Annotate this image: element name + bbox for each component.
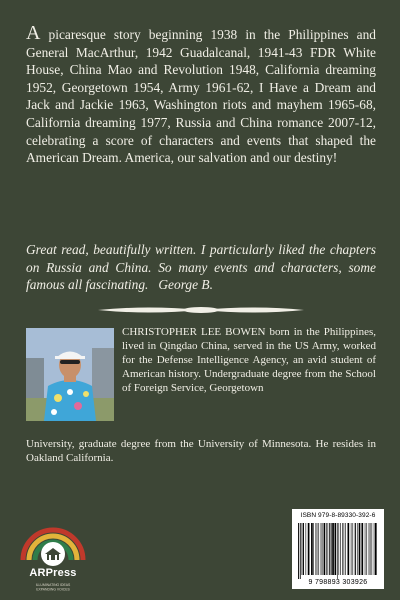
barcode-bar (335, 523, 337, 575)
barcode-bar (316, 523, 317, 575)
barcode-bar (306, 523, 307, 575)
ornament-divider (96, 303, 306, 317)
barcode-bar (331, 523, 332, 575)
barcode-bar (353, 523, 354, 575)
barcode-bar (308, 523, 310, 575)
arpress-logo (18, 510, 88, 592)
barcode-bar (370, 523, 371, 575)
barcode-bar (369, 523, 370, 575)
barcode-bar (345, 523, 346, 575)
barcode-bar (326, 523, 327, 575)
barcode-bar (300, 523, 301, 579)
barcode-bar (342, 523, 343, 575)
drop-cap: A (26, 22, 41, 44)
isbn-label: ISBN 979-8-89330-392-6 (300, 512, 376, 519)
barcode-bar (351, 523, 352, 575)
barcode-panel (292, 509, 384, 589)
barcode-bar (329, 523, 330, 575)
barcode-bar (321, 523, 322, 575)
barcode-bar (298, 523, 299, 579)
barcode-bar (344, 523, 345, 575)
barcode-bar (303, 523, 304, 575)
barcode-bar (313, 523, 314, 575)
barcode-bar (365, 523, 366, 575)
barcode-bar (317, 523, 318, 575)
barcode-bar (374, 523, 375, 575)
barcode-bar (311, 523, 313, 575)
author-bio: CHRISTOPHER LEE BOWEN born in the Philippines, lived in Qingdao China, served in the US Army, worked for the Defense Intelligence Agency, an avid student of American history. Undergraduate degree from the School of Foreign Service, Georgetown (122, 326, 376, 395)
barcode-bar (340, 523, 341, 575)
barcode-bar (328, 523, 329, 575)
barcode-bar (366, 523, 367, 575)
barcode-bar (337, 523, 338, 579)
barcode-bar (339, 523, 340, 575)
author-photo (26, 328, 114, 421)
barcode-bar (322, 523, 323, 575)
publisher-name: ARPress (29, 567, 77, 579)
barcode-bar (332, 523, 334, 575)
review-quote (26, 241, 376, 294)
barcode-bar (302, 523, 303, 575)
barcode-bar (324, 523, 326, 575)
blurb-paragraph (26, 22, 376, 167)
barcode-number: 9 798893 303926 (308, 579, 368, 586)
barcode (298, 523, 378, 579)
publisher-tagline-line1: ILLUMINATING IDEAS (35, 583, 71, 587)
review-signature: George B. (158, 277, 213, 293)
review-text: Great read, beautifully written. I particularly liked the chapters on Russia and China. So many events and characters, some famous all fascinating. (26, 242, 376, 293)
blurb-text: picaresque story beginning 1938 in the Philippines and General MacArthur, 1942 Guadalcanal, 1941-43 FDR White House, China Mao and Revolution 1948, California dreaming 1952, Georgetown 1954, Army 1961-62, I Have a Dream and Jack and Jackie 1963, Washington riots and mayhem 1965-68, California dreaming 1977, Russia and China romance 2007-12, celebrating a score of characters and events that shaped the American Dream. America, our salvation and our destiny! (26, 27, 376, 166)
barcode-bar (318, 523, 319, 575)
barcode-bar (359, 523, 361, 575)
barcode-bar (361, 523, 363, 575)
barcode-bar (355, 523, 356, 575)
author-bio-continued: University, graduate degree from the University of Minnesota. He resides in Oakland California. (26, 438, 376, 465)
barcode-bar (348, 523, 350, 575)
publisher-tagline-line2: EXPANDING VOICES (36, 587, 70, 592)
barcode-bar (375, 523, 377, 575)
barcode-bar (357, 523, 358, 575)
barcode-bar (372, 523, 373, 575)
